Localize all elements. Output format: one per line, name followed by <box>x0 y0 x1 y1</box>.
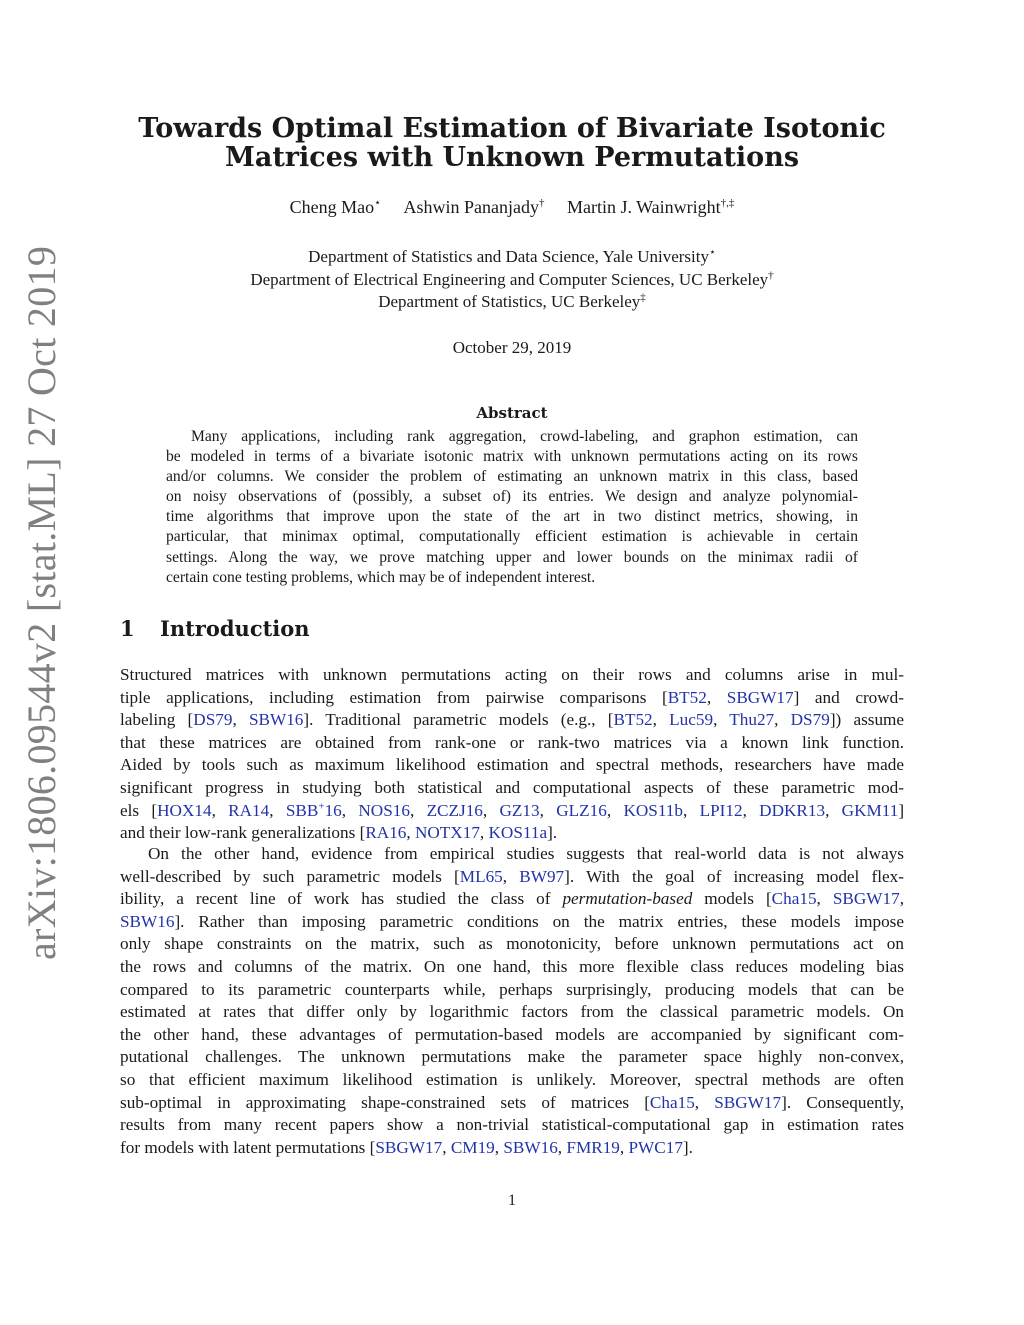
citation-link[interactable]: SBGW17 <box>714 1092 782 1112</box>
section-title: Introduction <box>160 616 310 641</box>
body-line: results from many recent papers show a non-trivial statistical-computational gap in estimation rates <box>120 1115 904 1135</box>
affiliation: Department of Statistics and Data Science, Yale University⋆ <box>308 246 716 266</box>
body-line: On the other hand, evidence from empirical studies suggests that real-world data is not always <box>148 844 904 863</box>
body-line: ibility, a recent line of work has studied the class of permutation-based models [Cha15, SBGW17, <box>120 889 904 909</box>
publication-date: October 29, 2019 <box>452 338 572 357</box>
body-line: the rows and columns of the matrix. On one hand, this more flexible class reduces modeling bias <box>120 956 904 976</box>
author: Ashwin Pananjady† <box>403 197 545 217</box>
body-line: for models with latent permutations [SBGW17, CM19, SBW16, FMR19, PWC17]. <box>120 1137 693 1157</box>
page-number: 1 <box>508 1192 516 1209</box>
citation-link[interactable]: SBGW17 <box>832 889 900 909</box>
citation-link[interactable]: GLZ16 <box>556 800 607 820</box>
citation-link[interactable]: PWC17 <box>628 1137 683 1157</box>
abstract-line: particular, that minimax optimal, computationally efficient estimation is achievable in certain <box>166 528 858 546</box>
citation-link[interactable]: FMR19 <box>566 1137 620 1157</box>
citation-link[interactable]: Thu27 <box>729 710 775 730</box>
citation-link[interactable]: RA16 <box>365 823 407 843</box>
citation-link[interactable]: GKM11 <box>841 800 899 820</box>
citation-link[interactable]: DS79 <box>193 710 233 730</box>
citation-link[interactable]: RA14 <box>228 800 270 820</box>
author-list <box>110 197 914 218</box>
body-line: sub-optimal in approximating shape-constrained sets of matrices [Cha15, SBGW17]. Consequently, <box>120 1092 904 1112</box>
abstract-line: be modeled in terms of a bivariate isotonic matrix with unknown permutations acting on its rows <box>166 448 858 466</box>
affiliation: Department of Statistics, UC Berkeley‡ <box>378 291 646 311</box>
citation-link[interactable]: ZCZJ16 <box>426 800 483 820</box>
citation-link[interactable]: GZ13 <box>499 800 540 820</box>
citation-link[interactable]: DDKR13 <box>759 800 826 820</box>
abstract-line: settings. Along the way, we prove matching upper and lower bounds on the minimax radii of <box>166 548 858 566</box>
affiliations <box>110 246 914 314</box>
body-line: well-described by such parametric models [ML65, BW97]. With the goal of increasing model flex- <box>120 866 904 886</box>
citation-link[interactable]: BW97 <box>519 866 565 886</box>
citation-link[interactable]: SBW16 <box>120 911 175 931</box>
abstract-line: time algorithms that improve upon the state of the art in two distinct metrics, showing, in <box>166 508 858 526</box>
body-line: estimated at rates that differ only by logarithmic factors from the classical parametric models. On <box>120 1002 904 1022</box>
citation-link[interactable]: SBW16 <box>248 710 304 730</box>
abstract-heading: Abstract <box>476 404 548 422</box>
citation-link[interactable]: Cha15 <box>771 889 817 909</box>
body-line: and their low-rank generalizations [RA16, NOTX17, KOS11a]. <box>120 823 558 843</box>
citation-link[interactable]: Luc59 <box>669 710 714 730</box>
abstract-line: on noisy observations of (possibly, a subset of) its entries. We design and analyze polynomial- <box>166 488 858 506</box>
author: Martin J. Wainwright†,‡ <box>566 197 735 217</box>
affiliation: Department of Electrical Engineering and Computer Sciences, UC Berkeley† <box>250 268 774 289</box>
body-line: Structured matrices with unknown permutations acting on their rows and columns arise in mul- <box>120 665 904 684</box>
citation-link[interactable]: ML65 <box>459 866 503 886</box>
title-line-2: Matrices with Unknown Permutations <box>224 142 800 173</box>
author: Cheng Mao⋆ <box>289 197 381 217</box>
body-line: significant progress in studying both statistical and computational aspects of these parametric mod- <box>120 777 904 797</box>
citation-link[interactable]: SBGW17 <box>726 687 794 707</box>
body-line: tiple applications, including estimation from pairwise comparisons [BT52, SBGW17] and crowd- <box>120 687 904 707</box>
citation-link[interactable]: KOS11a <box>488 823 548 843</box>
section-heading <box>120 616 310 641</box>
citation-link[interactable]: SBW16 <box>503 1137 558 1157</box>
abstract-line: certain cone testing problems, which may be of independent interest. <box>166 568 596 586</box>
body-line: the other hand, these advantages of permutation-based models are accompanied by significant com- <box>120 1024 904 1044</box>
abstract-line: Many applications, including rank aggregation, crowd-labeling, and graphon estimation, can <box>191 428 858 445</box>
body-line: only shape constraints on the matrix, such as monotonicity, before unknown permutations act on <box>120 934 904 954</box>
paper-title <box>110 114 914 172</box>
citation-link[interactable]: LPI12 <box>699 800 743 820</box>
body-line: putational challenges. The unknown permutations make the parameter space highly non-convex, <box>120 1047 904 1067</box>
body-line: so that efficient maximum likelihood estimation is unlikely. Moreover, spectral methods are often <box>120 1069 904 1089</box>
title-line-1: Towards Optimal Estimation of Bivariate Isotonic <box>138 113 886 144</box>
arxiv-identifier: arXiv:1806.09544v2 [stat.ML] 27 Oct 2019 <box>19 245 64 960</box>
citation-link[interactable]: SBGW17 <box>375 1137 443 1157</box>
abstract-line: and/or columns. We consider the problem of estimating an unknown matrix in this class, based <box>166 468 858 486</box>
citation-link[interactable]: HOX14 <box>157 800 212 820</box>
citation-link[interactable]: SBB+16 <box>285 799 342 820</box>
body-line: Aided by tools such as maximum likelihood estimation and spectral methods, researchers have made <box>120 755 904 775</box>
emphasis: permutation-based <box>562 889 693 909</box>
citation-link[interactable]: DS79 <box>790 710 830 730</box>
paragraph-2 <box>120 843 904 1159</box>
body-line: labeling [DS79, SBW16]. Traditional parametric models (e.g., [BT52, Luc59, Thu27, DS79]) assume <box>120 710 905 730</box>
body-line: compared to its parametric counterparts while, perhaps surprisingly, producing models that can be <box>120 979 904 999</box>
abstract-body <box>166 427 858 588</box>
body-line: els [HOX14, RA14, SBB+16, NOS16, ZCZJ16, GZ13, GLZ16, KOS11b, LPI12, DDKR13, GKM11] <box>120 799 905 820</box>
paragraph-1 <box>120 664 904 845</box>
citation-link[interactable]: CM19 <box>450 1137 495 1157</box>
citation-link[interactable]: Cha15 <box>649 1092 695 1112</box>
citation-link[interactable]: BT52 <box>667 687 707 707</box>
citation-link[interactable]: NOTX17 <box>414 823 480 843</box>
body-line: that these matrices are obtained from rank-one or rank-two matrices via a known link function. <box>120 732 904 752</box>
citation-link[interactable]: BT52 <box>613 710 653 730</box>
citation-link[interactable]: NOS16 <box>358 800 410 820</box>
body-line: SBW16]. Rather than imposing parametric conditions on the matrix entries, these models impose <box>120 911 904 931</box>
citation-link[interactable]: KOS11b <box>623 800 683 820</box>
section-number: 1 <box>120 616 135 641</box>
